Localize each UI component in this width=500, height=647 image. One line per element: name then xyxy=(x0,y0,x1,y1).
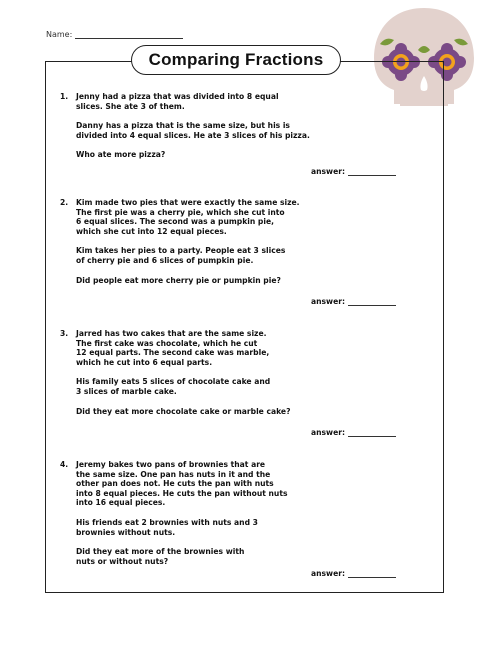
text-line: the same size. One pan has nuts in it and the xyxy=(76,469,271,479)
question-number: 4. xyxy=(60,460,69,469)
question-prompt xyxy=(76,547,376,566)
question-paragraph xyxy=(76,198,376,236)
question-paragraph xyxy=(76,460,376,508)
answer-blank-line[interactable] xyxy=(348,167,396,176)
answer-blank-line[interactable] xyxy=(348,569,396,578)
text-line: His friends eat 2 brownies with nuts and 3 xyxy=(76,517,258,527)
question-paragraph xyxy=(76,377,376,396)
answer-field-3 xyxy=(311,428,396,437)
text-line: Jenny had a pizza that was divided into 8 equal xyxy=(76,92,279,101)
text-line: Who ate more pizza? xyxy=(76,150,166,160)
question-paragraph xyxy=(76,121,376,140)
answer-field-1 xyxy=(311,167,396,176)
question-number: 3. xyxy=(60,329,69,338)
question-body xyxy=(76,198,376,285)
text-line: Jarred has two cakes that are the same size. xyxy=(76,329,267,338)
text-line: The first pie was a cherry pie, which she cut into xyxy=(76,207,285,217)
text-line: The first cake was chocolate, which he cut xyxy=(76,338,258,348)
text-line: divided into 4 equal slices. He ate 3 slices of his pizza. xyxy=(76,130,310,140)
answer-label: answer: xyxy=(311,569,345,578)
text-line: brownies without nuts. xyxy=(76,527,176,537)
text-line: Did people eat more cherry pie or pumpkin pie? xyxy=(76,275,281,285)
question-prompt xyxy=(76,150,376,160)
question-body xyxy=(76,329,376,416)
question-body xyxy=(76,92,376,160)
answer-label: answer: xyxy=(311,428,345,437)
worksheet-title: Comparing Fractions xyxy=(131,45,341,75)
text-line: other pan does not. He cuts the pan with nuts xyxy=(76,479,274,489)
question-paragraph xyxy=(76,92,376,111)
question-number: 1. xyxy=(60,92,69,101)
question-number: 2. xyxy=(60,198,69,207)
answer-field-2 xyxy=(311,297,396,306)
text-line: 12 equal parts. The second cake was marble, xyxy=(76,348,270,358)
name-label: Name: xyxy=(46,30,73,39)
answer-blank-line[interactable] xyxy=(348,297,396,306)
text-line: His family eats 5 slices of chocolate cake and xyxy=(76,377,271,387)
text-line: Kim takes her pies to a party. People eat 3 slices xyxy=(76,246,286,256)
text-line: of cherry pie and 6 slices of pumpkin pie. xyxy=(76,255,254,265)
text-line: nuts or without nuts? xyxy=(76,556,169,566)
text-line: into 8 equal pieces. He cuts the pan without nuts xyxy=(76,488,288,498)
text-line: which he cut into 6 equal parts. xyxy=(76,357,213,367)
question-prompt xyxy=(76,276,376,286)
question-paragraph xyxy=(76,518,376,537)
text-line: slices. She ate 3 of them. xyxy=(76,101,185,111)
name-blank-line xyxy=(75,30,183,39)
text-line: Kim made two pies that were exactly the same size. xyxy=(76,198,300,207)
question-paragraph xyxy=(76,246,376,265)
answer-field-4 xyxy=(311,569,396,578)
answer-label: answer: xyxy=(311,297,345,306)
text-line: into 16 equal pieces. xyxy=(76,498,166,508)
text-line: 6 equal slices. The second was a pumpkin pie, xyxy=(76,217,275,227)
name-field xyxy=(46,30,183,39)
text-line: 3 slices of marble cake. xyxy=(76,386,177,396)
text-line: Did they eat more of the brownies with xyxy=(76,547,245,557)
text-line: Danny has a pizza that is the same size, but his is xyxy=(76,121,290,131)
answer-blank-line[interactable] xyxy=(348,428,396,437)
question-paragraph xyxy=(76,329,376,367)
answer-label: answer: xyxy=(311,167,345,176)
text-line: which she cut into 12 equal pieces. xyxy=(76,226,227,236)
question-body xyxy=(76,460,376,566)
text-line: Did they eat more chocolate cake or marble cake? xyxy=(76,406,291,416)
question-prompt xyxy=(76,407,376,417)
text-line: Jeremy bakes two pans of brownies that are xyxy=(76,460,266,469)
